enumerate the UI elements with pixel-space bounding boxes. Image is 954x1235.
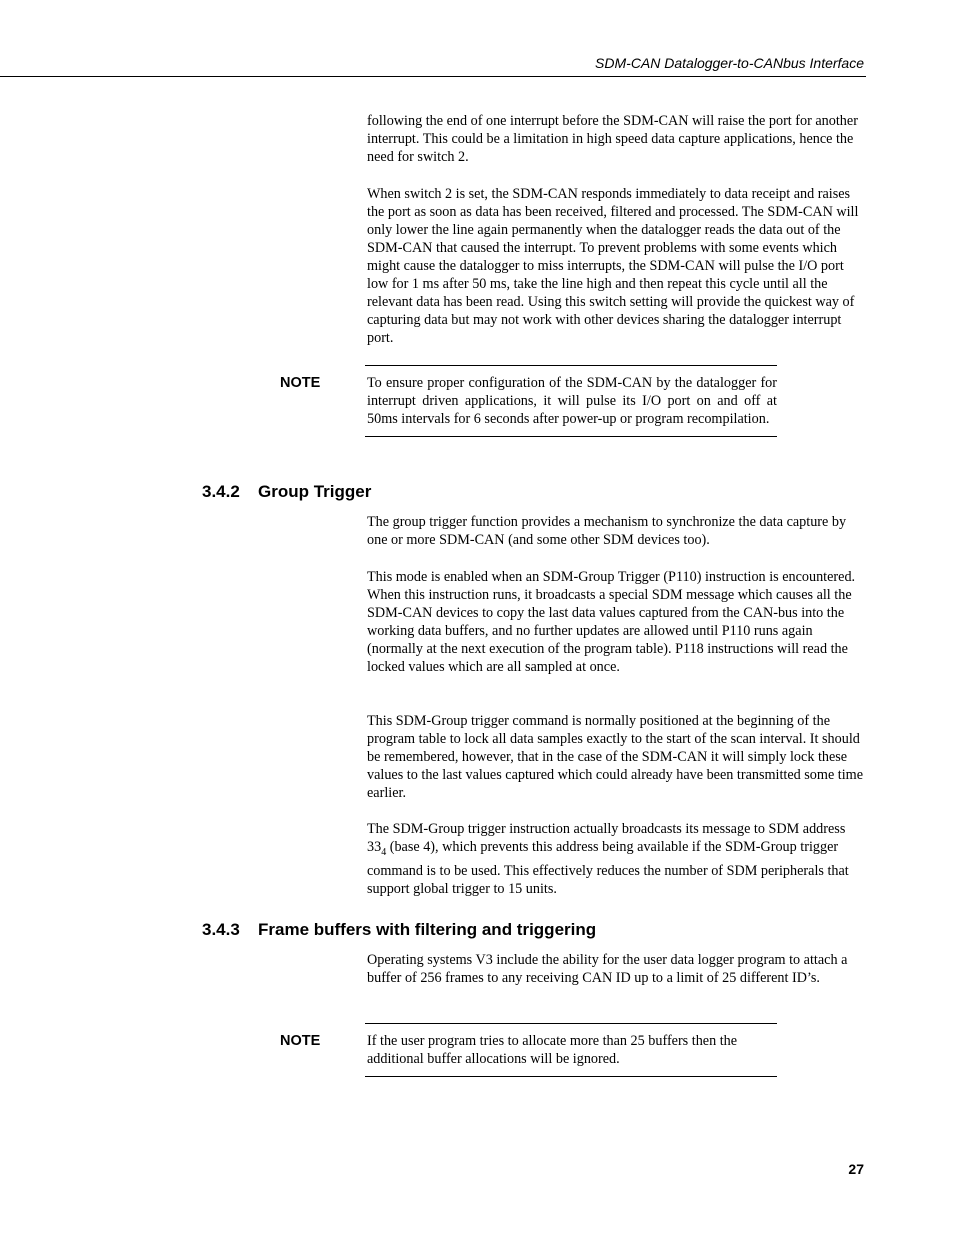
paragraph-group-trigger-position: This SDM-Group trigger command is normally positioned at the beginning of the program table to lock all data samples exactly to the start of the scan interval. It should be remembered, however, that in the case of the SDM-CAN it will simply lock these values to the last values captured which could already have been transmitted some time earlier. (367, 713, 864, 801)
section-heading-frame-buffers (202, 920, 596, 940)
note-text: If the user program tries to allocate more than 25 buffers then the additional buffer allocations will be ignored. (367, 1033, 738, 1067)
section-title: Group Trigger (258, 482, 372, 501)
paragraph-group-trigger-intro: The group trigger function provides a mechanism to synchronize the data capture by one or more SDM-CAN (and some other SDM devices too). (367, 514, 847, 548)
paragraph-group-trigger-mode: This mode is enabled when an SDM-Group Trigger (P110) instruction is encountered. When this instruction runs, it broadcasts a special SDM message which causes all the SDM-CAN devices to copy the last data values captured from the CAN-bus into the working data buffers, and no further updates are allowed until P110 runs again (normally at the next execution of the program table). P118 instructions will read the locked values which are all sampled at once. (367, 569, 856, 675)
base-subscript: 4 (381, 846, 387, 858)
paragraph-switch-1-continuation: following the end of one interrupt before the SDM-CAN will raise the port for another interrupt. This could be a limitation in high speed data capture applications, hence the need for switch 2. (367, 113, 858, 165)
page-number: 27 (848, 1161, 864, 1177)
paragraph-group-trigger-address (367, 820, 864, 898)
note-box (365, 365, 777, 437)
section-number: 3.4.3 (202, 920, 240, 939)
section-number: 3.4.2 (202, 482, 240, 501)
address-text-after: (base 4), which prevents this address being available if the SDM-Group trigger command is to be used. This effectively reduces the number of SDM peripherals that support global trigger to 15 units. (367, 839, 849, 897)
note-text: To ensure proper configuration of the SDM-CAN by the datalogger for interrupt driven applications, it will pulse its I/O port on and off at 50ms intervals for 6 seconds after power-up or program recompilation. (367, 375, 777, 427)
address-text-before: The SDM-Group trigger instruction actually broadcasts its message to SDM address 33 (367, 821, 846, 855)
section-heading-group-trigger (202, 482, 371, 502)
running-header: SDM-CAN Datalogger-to-CANbus Interface (595, 55, 864, 71)
paragraph-switch-2: When switch 2 is set, the SDM-CAN responds immediately to data receipt and raises the port as soon as data has been received, filtered and processed. The SDM-CAN will only lower the line again permanently when the datalogger reads the data out of the SDM-CAN that caused the interrupt. To prevent problems with some events which might cause the datalogger to miss interrupts, the SDM-CAN will pulse the I/O port low for 1 ms after 50 ms, take the line high and then repeat this cycle until all the relevant data has been read. Using this switch setting will provide the quickest way of capturing data but may not work with other devices sharing the datalogger interrupt port. (367, 186, 859, 346)
paragraph-frame-buffers: Operating systems V3 include the ability for the user data logger program to attach a buffer of 256 frames to any receiving CAN ID up to a limit of 25 different ID’s. (367, 952, 848, 986)
note-box (365, 1023, 777, 1077)
note-label: NOTE (280, 375, 321, 391)
header-rule (0, 76, 866, 77)
section-title: Frame buffers with filtering and triggering (258, 920, 597, 939)
note-label: NOTE (280, 1033, 321, 1049)
